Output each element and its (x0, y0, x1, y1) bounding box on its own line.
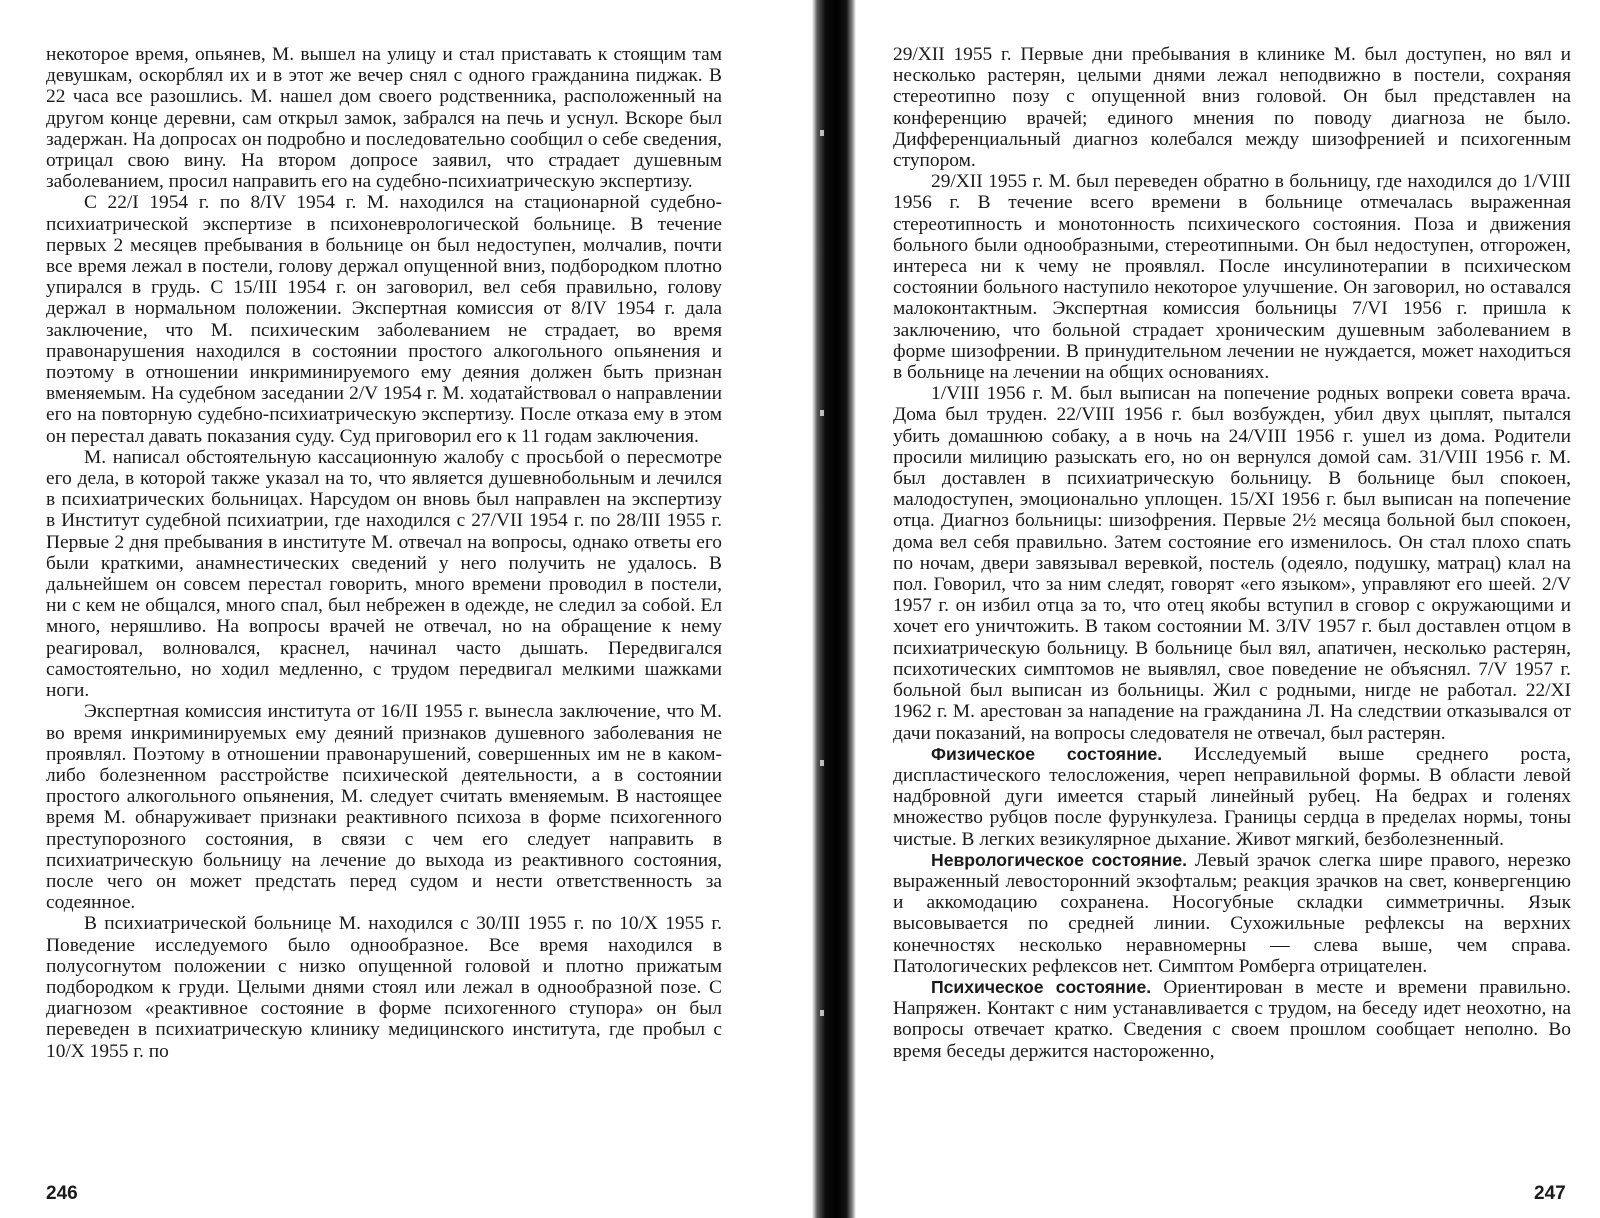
left-paragraph-5: В психиатрической больнице М. находился с 30/III 1955 г. по 10/X 1955 г. Поведение исследуемого было однообразное. Все время находился в полусогнутом положении с низко опущенной головой и плотно прижатым подбородком к груди. Целыми днями стоял или лежал в однообразной позе. С диагнозом «реактивное состояние в форме психогенного ступора» он был переведен в психиатрическую клинику медицинского института, где пробыл с 10/X 1955 г. по (46, 913, 722, 1062)
left-paragraph-1: некоторое время, опьянев, М. вышел на улицу и стал приставать к стоящим там девушкам, оскорблял их и в этот же вечер снял с одного гражданина пиджак. В 22 часа все разошлись. М. нашел дом своего родственника, расположенный на другом конце деревни, сам открыл замок, забрался на печь и уснул. Вскоре был задержан. На допросах он подробно и последовательно сообщил о себе сведения, отрицал свою вину. На втором допросе заявил, что страдает душевным заболеванием, просил направить его на судебно-психиатрическую экспертизу. (46, 44, 722, 193)
section-heading-neuro: Неврологическое состояние. (931, 849, 1195, 870)
section-text-physical: Исследуемый выше среднего роста, диспластического телосложения, череп неправильной формы. В области левой надбровной дуги имеется старый линейный рубец. На бедрах и голенях множество рубцов после фурункулеза. Границы сердца в пределах нормы, тоны чистые. В легких везикулярное дыхание. Живот мягкий, безболезненный. (893, 743, 1571, 850)
section-text-neuro: Левый зрачок слегка шире правого, нерезко выраженный левосторонний экзофтальм; реакция зрачков на свет, конвергенцию и аккомодацию сохранена. Носогубные складки симметричны. Язык высовывается по средней линии. Сухожильные рефлексы на верхних конечностях несколько неравномерны — слева выше, чем справа. Патологических рефлексов нет. Симптом Ромберга отрицателен. (893, 849, 1571, 977)
section-text-mental: Ориентирован в месте и времени правильно. Напряжен. Контакт с ним устанавливается с трудом, на беседу идет неохотно, на вопросы отвечает кратко. Сведения с своем прошлом сообщает неполно. Во время беседы держится настороженно, (893, 976, 1571, 1062)
gutter-speck (820, 760, 824, 766)
section-heading-mental: Психическое состояние. (931, 976, 1164, 997)
section-physical (893, 744, 1571, 850)
page-number-right: 247 (1534, 1183, 1566, 1204)
section-heading-physical: Физическое состояние. (931, 743, 1194, 764)
section-neuro (893, 850, 1571, 977)
right-paragraph-3: 1/VIII 1956 г. М. был выписан на попечение родных вопреки совета врача. Дома был труден. 22/VIII 1956 г. был возбужден, убил двух цыплят, пытался убить домашнюю собаку, а в ночь на 24/VIII 1956 г. ушел из дома. Родители просили милицию разыскать его, но он вернулся домой сам. 31/VIII 1956 г. М. был доставлен в психиатрическую больницу. В больнице был спокоен, малодоступен, эмоционально уплощен. 15/XI 1956 г. был выписан на попечение отца. Диагноз больницы: шизофрения. Первые 2½ месяца больной был спокоен, дома вел себя правильно. Затем состояние его изменилось. Он стал плохо спать по ночам, двери завязывал веревкой, постель (одеяло, подушку, матрац) клал на пол. Говорил, что за ним следят, говорят «его языком», управляют его шеей. 2/V 1957 г. он избил отца за то, что отец якобы вступил в сговор с окружающими и хочет его уничтожить. В таком состоянии М. 3/IV 1957 г. был доставлен отцом в психиатрическую больницу. В больнице был вял, апатичен, несколько растерян, психотических симптомов не выявлял, свое поведение не объяснял. 7/V 1957 г. больной был выписан из больницы. Жил с родными, нигде не работал. 22/XI 1962 г. М. арестован за нападение на гражданина Л. На следствии отказывался от дачи показаний, на вопросы следователя не отвечал, был растерян. (893, 383, 1571, 744)
book-gutter-shadow (812, 0, 856, 1218)
right-paragraph-1: 29/XII 1955 г. Первые дни пребывания в клинике М. был доступен, но вял и несколько растерян, целыми днями лежал неподвижно в постели, сохраняя стереотипно позу с опущенной вниз головой. Он был представлен на конференцию врачей; единого мнения по поводу диагноза не было. Дифференциальный диагноз колебался между шизофренией и психогенным ступором. (893, 44, 1571, 172)
left-paragraph-2: С 22/I 1954 г. по 8/IV 1954 г. М. находился на стационарной судебно-психиатрической экспертизе в психоневрологической больнице. В течение первых 2 месяцев пребывания в больнице он был недоступен, молчалив, почти все время лежал в постели, голову держал опущенной вниз, подбородком плотно упирался в грудь. С 15/III 1954 г. он заговорил, вел себя правильно, голову держал в нормальном положении. Экспертная комиссия от 8/IV 1954 г. дала заключение, что М. психическим заболеванием не страдает, во время правонарушения находился в состоянии простого алкогольного опьянения и поэтому в отношении инкриминируемого ему деяния должен быть признан вменяемым. На судебном заседании 2/V 1954 г. М. ходатайствовал о направлении его на повторную судебно-психиатрическую экспертизу. После отказа ему в этом он перестал давать показания суду. Суд приговорил его к 11 годам заключения. (46, 192, 722, 447)
gutter-speck (820, 1010, 824, 1016)
left-paragraph-3: М. написал обстоятельную кассационную жалобу с просьбой о пересмотре его дела, в которой также указал на то, что является душевнобольным и лечился в психиатрических больницах. Нарсудом он вновь был направлен на экспертизу в Институт судебной психиатрии, где находился с 27/VII 1954 г. по 28/III 1955 г. Первые 2 дня пребывания в институте М. отвечал на вопросы, однако ответы его были краткими, анамнестических сведений у него получить не удалось. В дальнейшем он совсем перестал говорить, много времени проводил в постели, ни с кем не общался, много спал, был небрежен в одежде, не следил за собой. Ел много, неряшливо. На вопросы врачей не отвечал, но на обращение к нему реагировал, волновался, краснел, начинал часто дышать. Передвигался самостоятельно, но ходил медленно, с трудом передвигал мелкими шажками ноги. (46, 446, 722, 702)
page-number-left: 246 (46, 1183, 78, 1204)
section-mental (893, 977, 1571, 1062)
left-page (46, 44, 722, 1062)
left-paragraph-4: Экспертная комиссия института от 16/II 1955 г. вынесла заключение, что М. во время инкриминируемых ему деяний признаков душевного заболевания не проявлял. Поэтому в отношении правонарушений, совершенных им не в каком-либо болезненном расстройстве психической деятельности, а в состоянии простого алкогольного опьянения, М. следует считать вменяемым. В настоящее время М. обнаруживает признаки реактивного психоза в форме психогенного преступорозного состояния, в связи с чем его следует направить в психиатрическую больницу на лечение до выхода из реактивного состояния, после чего он может предстать перед судом и нести ответственность за содеянное. (46, 701, 722, 914)
right-page (893, 44, 1571, 1062)
right-paragraph-2: 29/XII 1955 г. М. был переведен обратно в больницу, где находился до 1/VIII 1956 г. В течение всего времени в больнице отмечалась выраженная стереотипность и монотонность психического состояния. Поза и движения больного были однообразными, стереотипными. Он был недоступен, отгорожен, интереса ни к чему не проявлял. После инсулинотерапии в психическом состоянии больного наступило некоторое улучшение. Он заговорил, но оставался малоконтактным. Экспертная комиссия больницы 7/VI 1956 г. пришла к заключению, что больной страдает хроническим душевным заболеванием в форме шизофрении. В принудительном лечении не нуждается, может находиться в больнице на лечении на общих основаниях. (893, 171, 1571, 384)
gutter-speck (820, 410, 824, 416)
gutter-speck (820, 130, 824, 136)
